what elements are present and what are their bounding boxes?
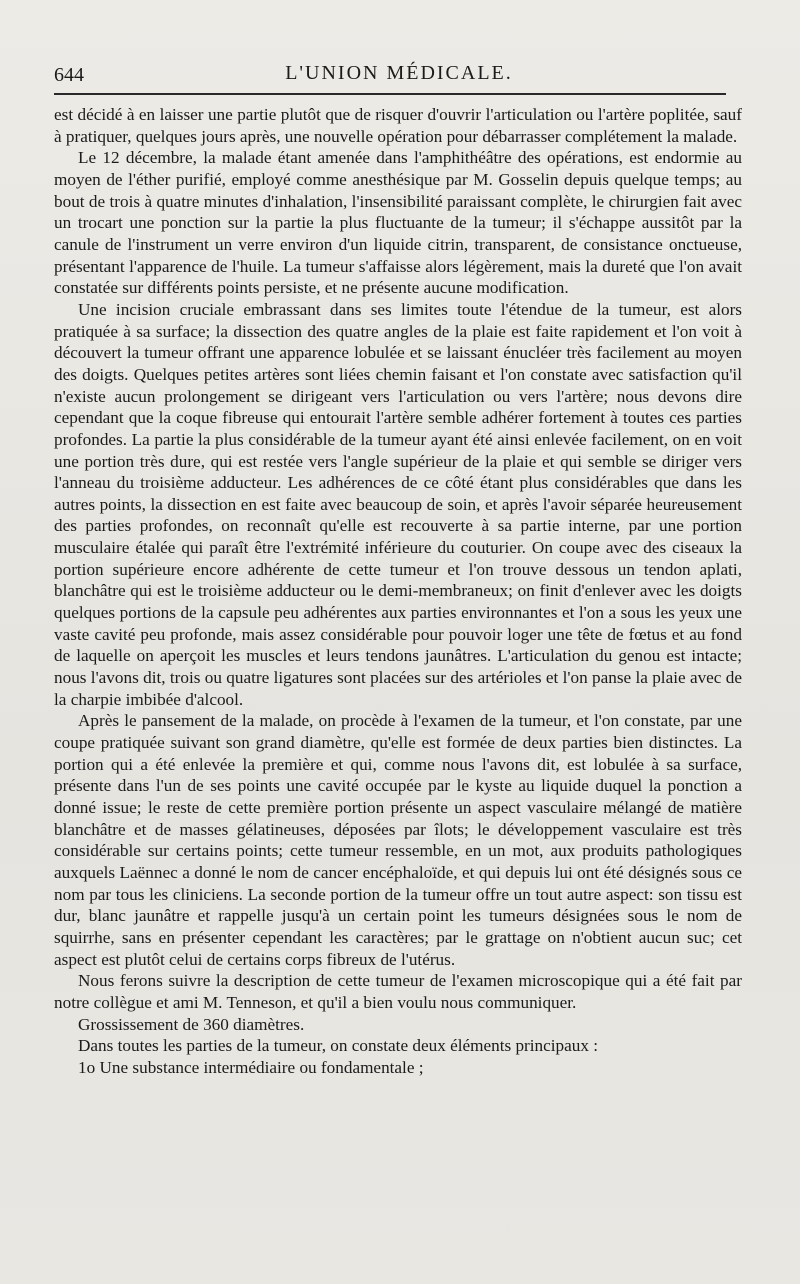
paragraph-continuation: est décidé à en laisser une partie plutôt que de risquer d'ouvrir l'articulation ou l'artère poplitée, sauf à pratiquer, quelques jours après, une nouvelle opération pour débarrasser complétement la malade. (54, 105, 742, 146)
page-header (54, 60, 744, 90)
page-number: 644 (54, 64, 84, 86)
paragraph-operation: Le 12 décembre, la malade étant amenée dans l'amphithéâtre des opérations, est endormie au moyen de l'éther purifié, employé comme anesthésique par M. Gosselin depuis quelque temps; au bout de trois à quatre minutes d'inhalation, l'insensibilité paraissant complète, le chirurgien fait avec un trocart une ponction sur la partie la plus fluctuante de la tumeur; il s'échappe aussitôt par la canule de l'instrument un verre environ d'un liquide citrin, transparent, de consistance onctueuse, présentant l'apparence de l'huile. La tumeur s'affaisse alors légèrement, mais la dureté que l'on avait constatée sur différents points persiste, et ne présente aucune modification. (54, 148, 742, 298)
paragraph-magnification: Grossissement de 360 diamètres. (78, 1014, 305, 1034)
article-body (54, 104, 742, 1079)
journal-title: L'UNION MÉDICALE. (285, 62, 513, 84)
paragraph-incision: Une incision cruciale embrassant dans ses limites toute l'étendue de la tumeur, est alors pratiquée à sa surface; la dissection des quatre angles de la plaie est faite rapidement et l'on voit à découvert la tumeur offrant une apparence lobulée et se laissant énucléer très facilement au moyen des doigts. Quelques petites artères sont liées chemin faisant et l'on constate avec satisfaction qu'il n'existe aucun prolongement se dirigeant vers l'articulation ou vers l'artère; nous devons dire cependant que la coque fibreuse qui entourait l'artère semble adhérer fortement à toutes ces parties profondes. La partie la plus considérable de la tumeur ayant été ainsi enlevée facilement, on en voit une portion très dure, qui est restée vers l'angle supérieur de la plaie et qui semble se diriger vers l'anneau du troisième adducteur. Les adhérences de ce côté étant plus considérables que dans les autres points, la dissection en est faite avec beaucoup de soin, et après l'avoir séparée heureusement des parties profondes, on reconnaît qu'elle est recouverte à sa partie interne, par une portion musculaire étalée qui paraît être l'extrémité inférieure du couturier. On coupe avec des ciseaux la portion supérieure encore adhérente de cette tumeur et l'on trouve dessous un tendon aplati, blanchâtre qui est le troisième adducteur ou le demi-membraneux; on finit d'enlever avec les doigts quelques portions de la capsule peu adhérentes aux parties environnantes et l'on a sous les yeux une vaste cavité peu profonde, mais assez considérable pour pouvoir loger une tête de fœtus et au fond de laquelle on aperçoit les muscles et leurs tendons jaunâtres. L'articulation du genou est intacte; nous l'avons dit, trois ou quatre ligatures sont placées sur des artérioles et l'on panse la plaie avec de la charpie imbibée d'alcool. (54, 299, 742, 709)
paragraph-elements: Dans toutes les parties de la tumeur, on constate deux éléments principaux : (78, 1036, 599, 1056)
paragraph-list-item-1: 1o Une substance intermédiaire ou fondamentale ; (78, 1057, 424, 1077)
paragraph-microscopy-intro: Nous ferons suivre la description de cette tumeur de l'examen microscopique qui a été fait par notre collègue et ami M. Tenneson, et qu'il a bien voulu nous communiquer. (54, 971, 742, 1012)
paragraph-examination: Après le pansement de la malade, on procède à l'examen de la tumeur, et l'on constate, par une coupe pratiquée suivant son grand diamètre, qu'elle est formée de deux parties bien distinctes. La portion qui a été enlevée la première et qui, comme nous l'avons dit, est lobulée à sa surface, présente dans l'un de ses points une cavité occupée par le kyste au liquide duquel la ponction a donné issue; le reste de cette première portion présente un aspect vasculaire mélangé de matière blanchâtre et de masses gélatineuses, déposées par îlots; le développement vasculaire est très considérable sur certains points; cette tumeur ressemble, en un mot, aux produits pathologiques auxquels Laënnec a donné le nom de cancer encéphaloïde, et qui depuis lui ont été désignés sous ce nom par tous les cliniciens. La seconde portion de la tumeur offre un tout autre aspect: son tissu est dur, blanc jaunâtre et rappelle jusqu'à un certain point les tumeurs désignées sous le nom de squirrhe, sans en présenter cependant les caractères; par le grattage on n'obtient aucun suc; cet aspect est plutôt celui de certains corps fibreux de l'utérus. (54, 711, 742, 969)
header-rule (54, 93, 726, 95)
